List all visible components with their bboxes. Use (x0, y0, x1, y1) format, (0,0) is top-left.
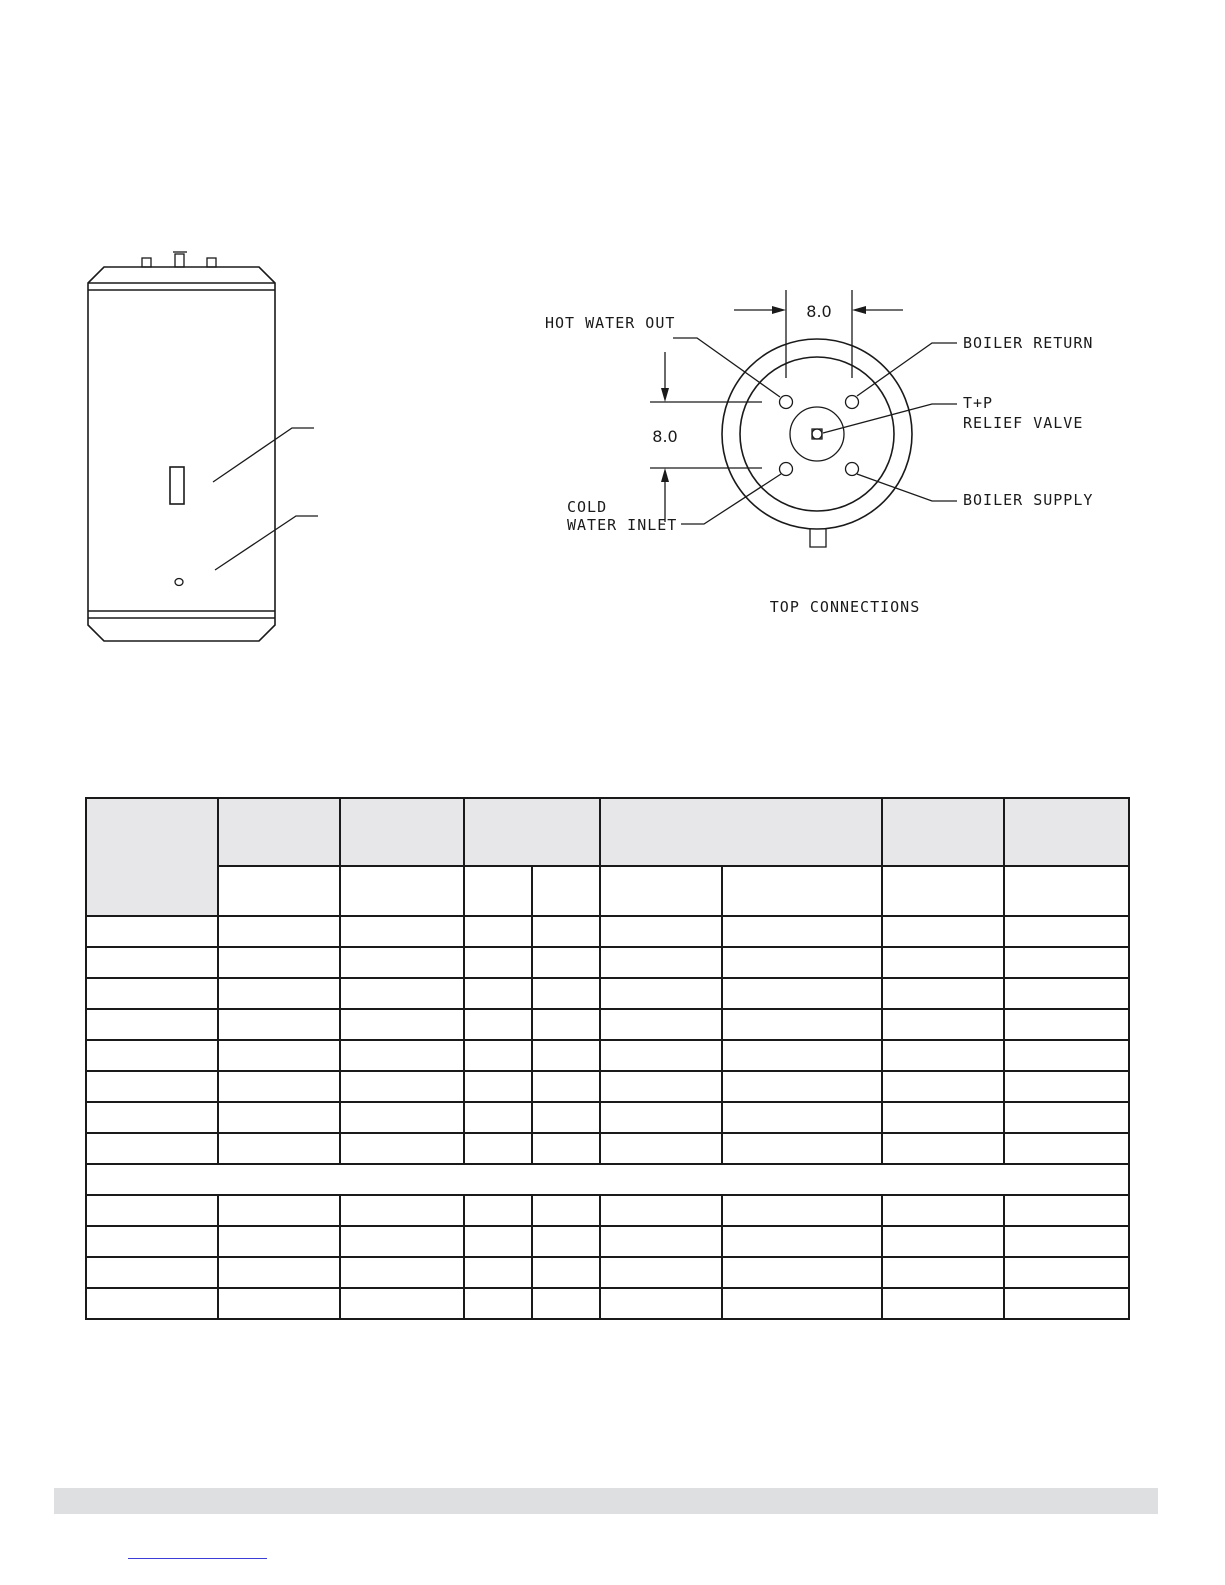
header-cell-model (86, 798, 218, 916)
control-box (170, 467, 184, 504)
dimension-vertical: 8.0 (652, 427, 678, 446)
table-row (86, 1009, 1129, 1040)
dim-arrow-left (772, 306, 786, 314)
table-header-row (86, 798, 1129, 866)
label-tp-relief-line1: T+P (963, 394, 994, 412)
table-row (86, 1102, 1129, 1133)
label-cold-line1: COLD (567, 498, 608, 516)
label-tp-relief-line2: RELIEF VALVE (963, 414, 1084, 432)
header-cell-group (464, 798, 600, 866)
tank-outer-ring (722, 339, 912, 529)
footer-bar (54, 1488, 1158, 1514)
subheader-cell (340, 866, 464, 916)
top-fitting-center (175, 254, 184, 267)
table-row (86, 1195, 1129, 1226)
label-cold-line2: WATER INLET (567, 516, 678, 534)
leader-control (213, 428, 314, 482)
bottom-nub (810, 529, 826, 547)
header-cell-group (600, 798, 882, 866)
leader-boiler-return (857, 343, 957, 396)
technical-drawing (0, 0, 1225, 720)
subheader-cell (218, 866, 340, 916)
header-cell (1004, 798, 1129, 866)
dimension-horizontal: 8.0 (806, 302, 832, 321)
table-row (86, 947, 1129, 978)
center-fitting (790, 407, 844, 461)
header-cell (882, 798, 1004, 866)
port-boiler-supply (846, 463, 859, 476)
subheader-cell (600, 866, 722, 916)
port-cold-water-inlet (780, 463, 793, 476)
port-boiler-return (846, 396, 859, 409)
footer-link-underline[interactable] (128, 1558, 267, 1559)
top-fitting-left (142, 258, 151, 267)
subheader-cell (882, 866, 1004, 916)
label-hot-water-out: HOT WATER OUT (545, 314, 676, 332)
subheader-cell (1004, 866, 1129, 916)
tank-side-view (88, 252, 318, 641)
subheader-cell (722, 866, 882, 916)
dim-arrow-down (661, 468, 669, 482)
top-connections-view (545, 290, 1093, 616)
leader-cold-water-inlet (681, 474, 781, 524)
table-subheader-row (86, 866, 1129, 916)
tp-relief-valve-icon (812, 429, 822, 439)
table-row (86, 1288, 1129, 1319)
table-row (86, 1226, 1129, 1257)
header-cell (340, 798, 464, 866)
leader-drain (215, 516, 318, 570)
top-fitting-right (207, 258, 216, 267)
tank-inner-ring (740, 357, 894, 511)
label-boiler-return: BOILER RETURN (963, 334, 1094, 352)
diagram-title: TOP CONNECTIONS (769, 598, 921, 616)
table-row (86, 1071, 1129, 1102)
subheader-cell (532, 866, 600, 916)
table-row (86, 1257, 1129, 1288)
label-boiler-supply: BOILER SUPPLY (963, 491, 1094, 509)
leader-hot-water-out (673, 338, 780, 397)
header-cell (218, 798, 340, 866)
table-row (86, 916, 1129, 947)
dim-arrow-right (852, 306, 866, 314)
table-row (86, 978, 1129, 1009)
table-row (86, 1133, 1129, 1164)
table-section-row (86, 1164, 1129, 1195)
subheader-cell (464, 866, 532, 916)
spec-table (85, 797, 1130, 1320)
port-hot-water-out (780, 396, 793, 409)
dim-arrow-up (661, 388, 669, 402)
table-row (86, 1040, 1129, 1071)
drain-valve (175, 579, 183, 586)
